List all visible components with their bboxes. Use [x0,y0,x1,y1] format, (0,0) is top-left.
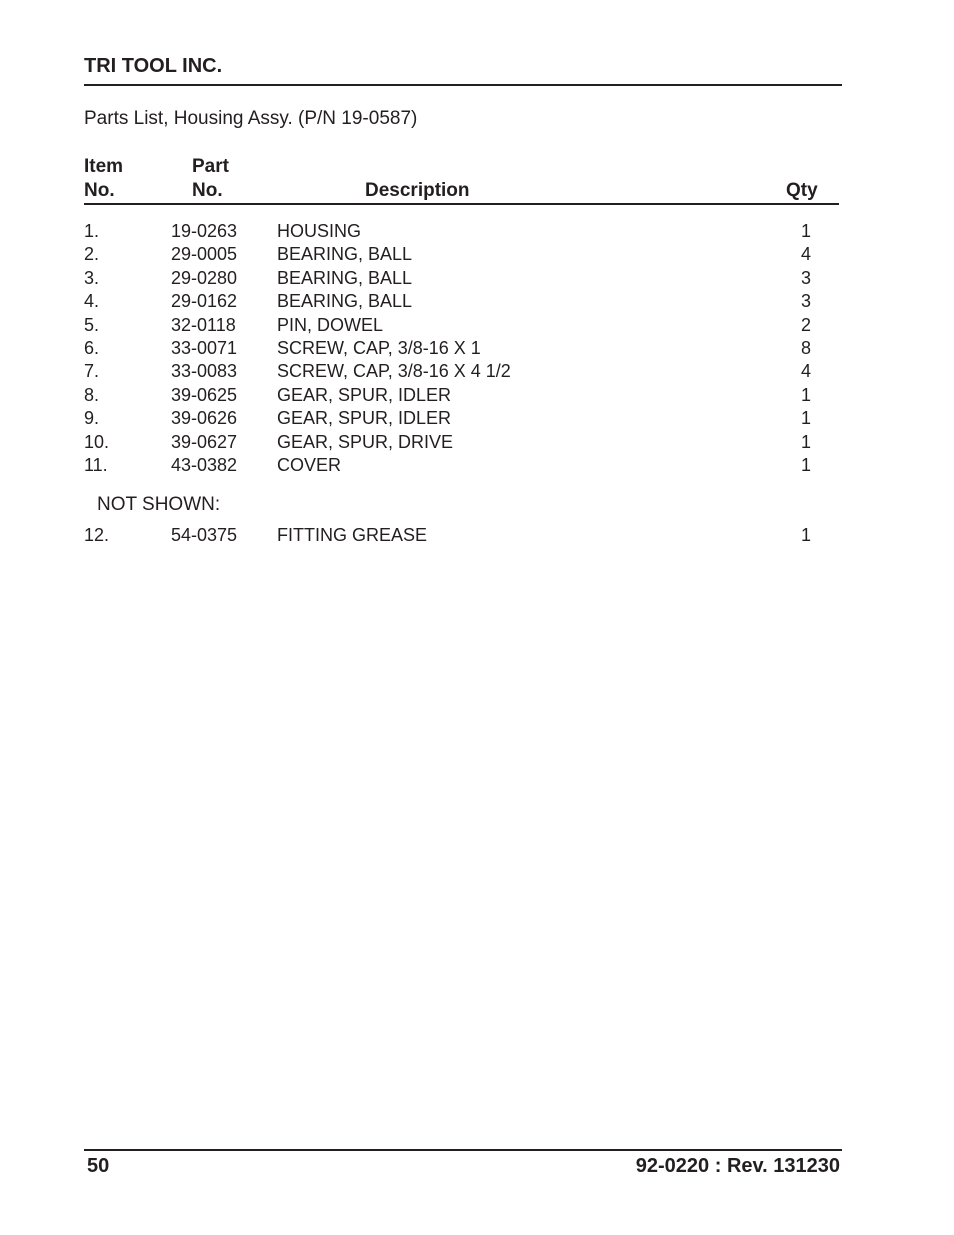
header-rule [84,84,842,86]
item-number: 10. [84,431,110,452]
item-number: 2. [84,244,100,265]
part-qty: 2 [800,314,811,335]
table-row [84,290,844,313]
not-shown-label: NOT SHOWN: [97,494,221,515]
parts-table [84,220,844,477]
part-number: 39-0626 [171,408,238,429]
part-number: 33-0083 [171,361,238,382]
item-number: 5. [84,314,100,335]
part-description: HOUSING [277,221,362,241]
part-description: GEAR, SPUR, DRIVE [277,431,454,452]
table-row [84,454,844,477]
item-number: 1. [84,221,100,241]
part-number: 29-0280 [171,267,238,288]
table-row [84,360,844,383]
part-number: 33-0071 [171,337,238,358]
item-number: 11. [84,454,108,475]
table-row [84,314,844,337]
part-qty: 1 [800,454,811,475]
table-row [84,243,844,266]
part-number: 39-0627 [171,431,238,452]
column-header-part-no [192,155,229,203]
part-qty: 3 [800,267,811,288]
part-qty: 1 [800,525,811,545]
part-description: BEARING, BALL [277,291,413,312]
table-row [84,407,844,430]
part-qty: 3 [800,291,811,312]
part-description: SCREW, CAP, 3/8-16 X 1 [277,337,481,358]
page-number: 50 [87,1155,110,1177]
item-number: 3. [84,267,100,288]
part-description: SCREW, CAP, 3/8-16 X 4 1/2 [277,361,511,382]
column-header-part-line1: Part [192,156,229,177]
part-qty: 1 [800,384,811,405]
company-name: TRI TOOL INC. [84,55,223,77]
column-header-description: Description [365,180,470,201]
item-number: 8. [84,384,100,405]
footer-rule [84,1149,842,1151]
item-number: 12. [84,525,110,545]
not-shown-table [84,524,844,547]
column-header-item-no [84,155,123,203]
table-row [84,524,844,547]
part-number: 29-0005 [171,244,238,265]
part-number: 43-0382 [171,454,238,475]
table-row [84,431,844,454]
item-number: 9. [84,408,100,429]
table-header-rule [84,203,839,205]
part-number: 39-0625 [171,384,238,405]
part-qty: 8 [800,337,811,358]
table-row [84,384,844,407]
part-qty: 4 [800,244,811,265]
item-number: 6. [84,337,100,358]
part-qty: 1 [800,431,811,452]
document-revision: 92-0220 : Rev. 131230 [635,1155,840,1177]
part-description: BEARING, BALL [277,244,413,265]
table-row [84,337,844,360]
column-header-part-line2: No. [192,180,223,201]
part-qty: 1 [800,221,811,241]
part-qty: 1 [800,408,811,429]
table-row [84,220,844,243]
part-description: FITTING GREASE [277,525,428,545]
column-header-item-line1: Item [84,156,124,177]
column-header-qty: Qty [786,180,818,201]
part-description: GEAR, SPUR, IDLER [277,408,452,429]
item-number: 7. [84,361,100,382]
parts-list-title: Parts List, Housing Assy. (P/N 19-0587) [84,108,418,129]
part-number: 54-0375 [171,525,238,545]
part-number: 29-0162 [171,291,238,312]
part-number: 19-0263 [171,221,238,241]
table-row [84,267,844,290]
part-description: COVER [277,454,342,475]
part-description: PIN, DOWEL [277,314,384,335]
part-description: GEAR, SPUR, IDLER [277,384,452,405]
part-description: BEARING, BALL [277,267,413,288]
item-number: 4. [84,291,100,312]
column-header-item-line2: No. [84,180,115,201]
part-number: 32-0118 [171,314,236,335]
part-qty: 4 [800,361,811,382]
